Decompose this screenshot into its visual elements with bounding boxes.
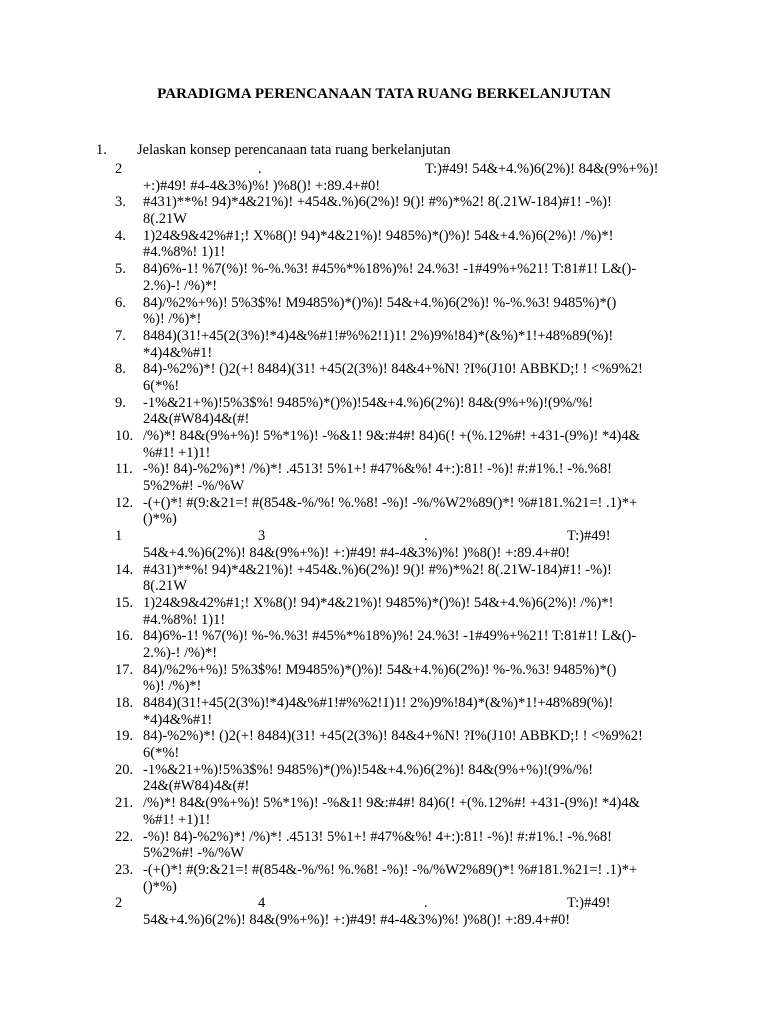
item-number: 11.: [115, 461, 133, 478]
list-line: [0, 511, 768, 528]
item-text: 8484)(31!+45(2(3%)!*4)4&%#1!#%%2!1)1! 2%)9%!84)*(&%)*1!+48%89(%)!: [143, 327, 614, 344]
list-line: [0, 461, 768, 478]
item-text: 5%2%#! -%/%W: [143, 845, 245, 862]
list-line: [0, 845, 768, 862]
list-line: [0, 161, 768, 178]
list-line: [0, 178, 768, 195]
item-text: #4.%8%! 1)1!: [143, 244, 226, 261]
item-text: -%)! 84)-%2%)*! /%)*! .4513! 5%1+! #47%&%! 4+:):81! -%)! #:#1%.! -%.%8!: [143, 461, 612, 478]
item-text: 84)6%-1! %7(%)! %-%.%3! #45%*%18%)%! 24.%3! -1#49%+%21! T:81#1! L&()-: [143, 628, 637, 645]
item-text: 8484)(31!+45(2(3%)!*4)4&%#1!#%%2!1)1! 2%)9%!84)*(&%)*1!+48%89(%)!: [143, 695, 614, 711]
item-text: 54&+4.%)6(2%)! 84&(9%+%)! +:)#49! #4-4&3%)%! )%8()! +:89.4+#0!: [143, 544, 571, 561]
list-line: [0, 862, 768, 879]
item-text: 2.%)-! /%)*!: [143, 277, 218, 294]
list-line: [0, 829, 768, 846]
item-number: 23.: [115, 861, 134, 878]
item-text: 84)/%2%+%)! 5%3$%! M9485%)*()%)! 54&+4.%)6(2%)! %-%.%3! 9485%)*(): [143, 294, 617, 311]
list-line: [0, 345, 768, 362]
item-text: 84)/%2%+%)! 5%3$%! M9485%)*()%)! 54&+4.%)6(2%)! %-%.%3! 9485%)*(): [143, 661, 617, 678]
list-line: [0, 228, 768, 245]
item-number: 22.: [115, 828, 134, 845]
list-line: [0, 762, 768, 779]
list-line: [0, 678, 768, 695]
item-text: /%)*! 84&(9%+%)! 5%*1%)! -%&1! 9&:#4#! 84)6(! +(%.12%#! +431-(9%)! *4)4&: [143, 428, 640, 444]
page-title: PARADIGMA PERENCANAAN TATA RUANG BERKELANJUTAN: [157, 86, 611, 102]
item-number: 9.: [115, 394, 126, 411]
item-fragment: T:)#49!: [567, 895, 611, 912]
item-number: 2: [115, 895, 123, 912]
item-text: 8(.21W: [143, 211, 187, 228]
list-line: [0, 645, 768, 662]
list-line: [0, 778, 768, 795]
item-text: 24&(#W84)4&(#!: [143, 778, 250, 795]
list-line: [0, 395, 768, 412]
answer-list: [0, 161, 768, 929]
item-text: 84)-%2%)*! ()2(+! 8484)(31! +45(2(3%)! 84&4+%N! ?I%(J10! ABBKD;! ! <%9%2!: [143, 361, 643, 378]
item-text: 54&+4.%)6(2%)! 84&(9%+%)! +:)#49! #4-4&3%)%! )%8()! +:89.4+#0!: [143, 911, 571, 928]
item-number: 21.: [115, 795, 134, 812]
item-number: 7.: [115, 327, 126, 344]
list-line: [0, 428, 768, 445]
item-fragment: .: [424, 895, 428, 912]
item-text: 84)-%2%)*! ()2(+! 8484)(31! +45(2(3%)! 84&4+%N! ?I%(J10! ABBKD;! ! <%9%2!: [143, 728, 643, 745]
item-text: /%)*! 84&(9%+%)! 5%*1%)! -%&1! 9&:#4#! 84)6(! +(%.12%#! +431-(9%)! *4)4&: [143, 795, 640, 812]
item-fragment: T:)#49! 54&+4.%)6(2%)! 84&(9%+%)!: [425, 161, 659, 177]
item-number: 10.: [115, 428, 134, 444]
list-line: [0, 295, 768, 312]
list-line: [0, 545, 768, 562]
list-line: [0, 879, 768, 896]
item-text: %)! /%)*!: [143, 678, 202, 695]
list-line: [0, 662, 768, 679]
item-text: #431)**%! 94)*4&21%)! +454&.%)6(2%)! 9()! #%)*%2! 8(.21W-184)#1! -%)!: [143, 194, 612, 211]
item-fragment: T:)#49!: [567, 528, 611, 545]
item-text: 84)6%-1! %7(%)! %-%.%3! #45%*%18%)%! 24.%3! -1#49%+%21! T:81#1! L&()-: [143, 261, 637, 278]
list-line: [0, 411, 768, 428]
item-fragment: .: [258, 161, 262, 177]
item-text: 6(*%!: [143, 377, 180, 394]
item-number: 3.: [115, 194, 126, 211]
item-number: 14.: [115, 561, 134, 578]
item-text: %)! /%)*!: [143, 311, 202, 328]
list-line: [0, 495, 768, 512]
list-line: [0, 194, 768, 211]
item-number: 12.: [115, 494, 134, 511]
item-fragment: 4: [258, 895, 266, 912]
item-number: 6.: [115, 294, 126, 311]
list-line: [0, 445, 768, 462]
item-text: %#1! +1)1!: [143, 444, 211, 461]
item-text: -(+()*! #(9:&21=! #(854&-%/%! %.%8! -%)! -%/%W2%89()*! %#181.%21=! .1)*+: [143, 861, 638, 878]
item-number: 4.: [115, 227, 126, 244]
list-line: [0, 562, 768, 579]
item-number: 15.: [115, 594, 134, 611]
list-line: [0, 912, 768, 929]
question-1: [96, 142, 451, 159]
list-line: [0, 528, 768, 545]
list-line: [0, 795, 768, 812]
item-text: *4)4&%#1!: [143, 344, 213, 361]
list-line: [0, 728, 768, 745]
item-text: 8(.21W: [143, 578, 187, 595]
item-number: 18.: [115, 695, 134, 711]
item-number: 17.: [115, 661, 134, 678]
item-text: #4.%8%! 1)1!: [143, 611, 226, 628]
item-text: *4)4&%#1!: [143, 711, 213, 728]
list-line: [0, 612, 768, 629]
list-line: [0, 211, 768, 228]
list-line: [0, 745, 768, 762]
list-line: [0, 812, 768, 829]
list-line: [0, 311, 768, 328]
item-text: 2.%)-! /%)*!: [143, 644, 218, 661]
list-line: [0, 328, 768, 345]
question-number: 1.: [96, 142, 107, 158]
list-line: [0, 695, 768, 712]
item-text: +:)#49! #4-4&3%)%! )%8()! +:89.4+#0!: [143, 177, 381, 194]
list-line: [0, 578, 768, 595]
list-line: [0, 361, 768, 378]
item-text: 5%2%#! -%/%W: [143, 478, 245, 495]
item-text: 24&(#W84)4&(#!: [143, 411, 250, 428]
item-number: 8.: [115, 361, 126, 378]
list-line: [0, 628, 768, 645]
item-text: 6(*%!: [143, 745, 180, 762]
item-number: 5.: [115, 261, 126, 278]
item-text: -1%&21+%)!5%3$%! 9485%)*()%)!54&+4.%)6(2%)! 84&(9%+%)!(9%/%!: [143, 761, 594, 778]
list-line: [0, 478, 768, 495]
item-number: 20.: [115, 761, 134, 778]
list-line: [0, 595, 768, 612]
item-fragment: 3: [258, 528, 266, 545]
item-number: 19.: [115, 728, 134, 745]
item-text: 1)24&9&42%#1;! X%8()! 94)*4&21%)! 9485%)*()%)! 54&+4.%)6(2%)! /%)*!: [143, 227, 614, 244]
item-text: -%)! 84)-%2%)*! /%)*! .4513! 5%1+! #47%&%! 4+:):81! -%)! #:#1%.! -%.%8!: [143, 828, 612, 845]
list-line: [0, 712, 768, 729]
question-text: Jelaskan konsep perencanaan tata ruang berkelanjutan: [137, 142, 451, 158]
item-text: #431)**%! 94)*4&21%)! +454&.%)6(2%)! 9()! #%)*%2! 8(.21W-184)#1! -%)!: [143, 561, 612, 578]
item-text: ()*%): [143, 511, 177, 528]
list-line: [0, 261, 768, 278]
item-number: 1: [115, 528, 123, 545]
item-text: ()*%): [143, 878, 177, 895]
list-line: [0, 244, 768, 261]
item-number: 16.: [115, 628, 134, 645]
item-text: 1)24&9&42%#1;! X%8()! 94)*4&21%)! 9485%)*()%)! 54&+4.%)6(2%)! /%)*!: [143, 594, 614, 611]
item-text: %#1! +1)1!: [143, 811, 211, 828]
list-line: [0, 378, 768, 395]
list-line: [0, 278, 768, 295]
list-line: [0, 895, 768, 912]
item-number: 2: [115, 161, 123, 177]
item-text: -1%&21+%)!5%3$%! 9485%)*()%)!54&+4.%)6(2%)! 84&(9%+%)!(9%/%!: [143, 394, 594, 411]
item-fragment: .: [424, 528, 428, 545]
item-text: -(+()*! #(9:&21=! #(854&-%/%! %.%8! -%)! -%/%W2%89()*! %#181.%21=! .1)*+: [143, 494, 638, 511]
